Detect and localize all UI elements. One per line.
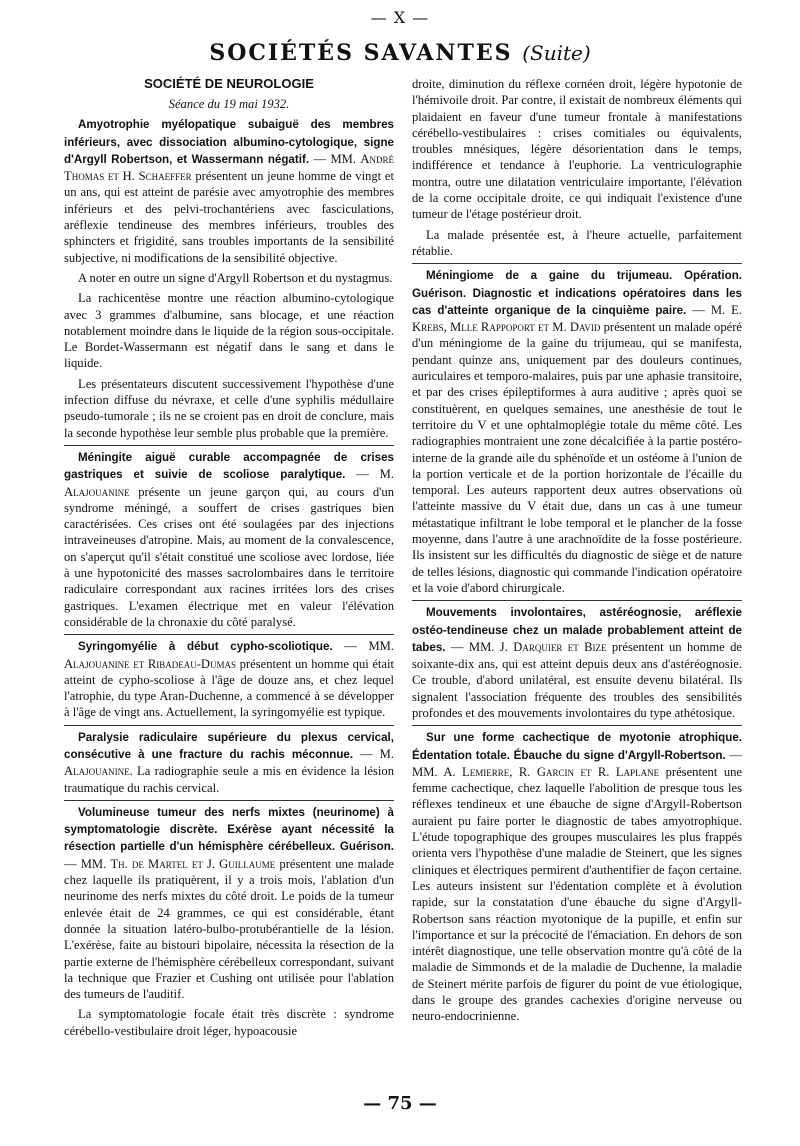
section-banner xyxy=(0,40,800,66)
divider xyxy=(64,445,394,446)
article-heading: Méningite aiguë curable accompagnée de crises gastriques et suivie de scoliose paralytique. xyxy=(64,450,394,482)
article-heading: Mouvements involontaires, astéréognosie, aréflexie ostéo-tendineuse chez un malade probablement atteint de tabes. xyxy=(412,606,742,654)
society-name: SOCIÉTÉ DE NEUROLOGIE xyxy=(144,76,314,91)
article-paragraph xyxy=(64,729,394,796)
article-body: présentent un homme qui était atteint de cypho-scoliose à l'âge de douze ans, et chez lequel l'atrophie, du type Aran-Duchenne, a commencé à se développer à l'âge de vingt ans. Actuellement, la syringomyélie est typique. xyxy=(64,656,394,720)
article-authors: André Thomas et H. Schaeffer xyxy=(64,151,394,184)
article-authors: Lemierre, R. Garcin et R. Laplane xyxy=(462,764,660,779)
divider xyxy=(64,800,394,801)
article-heading: Paralysie radiculaire supérieure du plexus cervical, consécutive à une fracture du rachis méconnue. xyxy=(64,730,394,761)
byline-prefix: — M. E. xyxy=(686,302,742,317)
article-paragraph xyxy=(64,116,394,266)
article-authors: Alajouanine xyxy=(64,764,130,779)
divider xyxy=(412,725,742,726)
byline-prefix: — MM. xyxy=(309,151,361,166)
byline-prefix: — MM. J. xyxy=(445,639,514,654)
article-syringomyelie xyxy=(64,638,394,720)
page-number: — 75 — xyxy=(363,1093,437,1114)
article-body: présentent une malade chez laquelle ils pratiquèrent, il y a trois mois, l'ablation d'un neurinome des nerfs mixtes du côté droit. Le poids de la tumeur enlevée était de 24 grammes, ce qui est considérable, étant donnée la situation latéro-bulbo-protubérantielle de la lésion. L'exérèse, faite au bistouri bipolaire, nécessita la résection de la partie externe de l'hémisphère cérébelleux correspondant, suivant la technique que Frazier et Cushing ont utilisée pour l'ablation des tumeurs de l'auditif. xyxy=(64,856,395,1002)
article-heading: Méningiome de a gaine du trijumeau. Opération. Guérison. Diagnostic et indications opératoires dans les cas d'atteinte organique de la cinquième paire. xyxy=(412,269,742,317)
article-body: présente un jeune garçon qui, au cours d'un syndrome méningé, a souffert de crises gastriques bien caractérisées. Ces crises ont été soulagées par des injections intraveineuses d'atropine. Mais, au moment de la convalescence, on s'aperçut qu'il s'était constitué une scoliose avec lordose, liée à une hypotonicité des masses sacrolombaires dans le territoire radiculaire correspondant aux racines irritées lors des crises gastriques. L'examen électrique met en valeur l'élévation considérable de la chronaxie du côté paralysé. xyxy=(64,484,394,629)
article-meningiome xyxy=(412,267,742,596)
divider xyxy=(64,634,394,635)
byline-prefix: — MM. A. xyxy=(412,747,742,779)
body-paragraph: A noter en outre un signe d'Argyll Robertson et du nystagmus. xyxy=(78,270,393,285)
article-amyotrophie xyxy=(64,116,394,441)
body-paragraph: Les présentateurs discutent successivement l'hypothèse d'une infection diffuse du névraxe, et celle d'une syphilis médullaire pseudo-tumorale ; ils ne se croient pas en droit de conclure, mais la seconde hypothèse leur semble plus probable que la première. xyxy=(64,376,394,440)
article-heading: Syringomyélie à début cypho-scoliotique. xyxy=(78,640,333,654)
article-authors: Krebs, Mlle Rappoport et M. David xyxy=(412,320,601,335)
divider xyxy=(412,600,742,601)
divider xyxy=(64,725,394,726)
article-paragraph xyxy=(64,804,394,1003)
session-date: Séance du 19 mai 1932. xyxy=(168,97,290,111)
article-body: présentent un jeune homme de vingt et un ans, qui est atteint de parésie avec amyotrophie des membres inférieurs et des pelvi-trochantériens avec fasciculations, aréflexie tendineuse des membres inférieurs, troubles des sphincters et frigidité, sans troubles importants de la sensibilité subjective, ni modifications de la sensibilité objective. xyxy=(64,169,394,265)
roman-page-number: — X — xyxy=(370,8,430,27)
article-paragraph xyxy=(412,267,742,596)
byline-prefix: — M. xyxy=(353,746,394,761)
article-paragraph xyxy=(412,729,742,1024)
article-paralysie xyxy=(64,729,394,796)
right-column xyxy=(412,76,742,1029)
byline-prefix: — MM. xyxy=(64,856,111,871)
article-heading: Volumineuse tumeur des nerfs mixtes (neurinome) à symptomatologie discrète. Exérèse ayant nécessité la résection partielle d'un hémisphère cérébelleux. Guérison. xyxy=(64,805,394,854)
body-paragraph: La rachicentèse montre une réaction albumino-cytologique avec 3 grammes d'albumine, sans blocage, et une réaction notablement moindre dans le liquide de la région sous-occipitale. Le Bordet-Wassermann est négatif dans le sang et dans le liquide. xyxy=(64,291,394,371)
article-body: présentent une femme cachectique, chez laquelle l'abolition de presque tous les réflexes tendineux et une ébauche de signe d'Argyll-Robertson auraient pu faire porter le diagnostic de tabes amyotrophique. L'étude topographique des groupes musculaires les plus frappés orienta vers l'hypothèse d'une maladie de Steinert, que les signes cliniques et électriques permirent d'authentifier de façon certaine. Les auteurs insistent sur l'édentation complète et à évolution rapide, sur la constatation d'une ébauche du signe d'Argyll-Robertson sans réaction myotonique de la pupille, et enfin sur l'importance et sur la précocité de l'émaciation. En dehors de son intérêt diagnostique, une telle observation montre qu'à côté de la maladie de Simmonds et de la maladie de Duchenne, la maladie de Steinert mérite parfois de figurer du point de vue étiologique, dans le groupe des grandes cachexies d'origine nerveuse ou neuro-endocrinienne. xyxy=(412,764,743,1024)
byline-prefix: — MM. xyxy=(332,639,394,654)
divider xyxy=(412,263,742,264)
article-authors: Darquier et Bize xyxy=(513,639,607,654)
article-body: présentent un malade opéré d'un méningiome de la gaine du trijumeau, qui se manifesta, pendant quinze ans, uniquement par des douleurs continues, auriculaires et temporo-malaires, puis par une aphasie transitoire, et par des crises épileptiformes à aura auditive ; après quoi se constituèrent, en quelques semaines, une anesthésie de tout le territoire du V et une ophtalmoplégie totale du même côté. Les radiographies montraient une zone décalcifiée à la partie postéro-interne de la grande aile du sphénoïde et un ostéome à l'union de la portion verticale et de la portion horizontale de l'écaille du temporal. Les auteurs rapportent deux autres observations où l'atteinte massive du V était due, dans un cas à une tumeur métastatique infiltrant le lobe temporal et le plancher de la fosse moyenne, dans l'autre à une arachnoïdite de la fosse postérieure. Ils insistent sur les difficultés du diagnostic de siège et de nature de telles lésions, diagnostic qui commande l'indication opératoire et la voie d'abord chirurgicale. xyxy=(412,320,742,595)
article-myotonie xyxy=(412,729,742,1024)
left-column xyxy=(64,76,394,1043)
article-authors: Alajouanine et Ribadeau-Dumas xyxy=(64,656,237,671)
article-meningite xyxy=(64,449,394,630)
continuation-paragraph: droite, diminution du réflexe cornéen droit, légère hypotonie de l'hémivoile droit. Par contre, il existait de nombreux éléments qui plaidaient en faveur d'une tumeur frontale à manifestations cérébello-vestibulaires : crises comitiales ou équivalents, troubles mnésiques, légère désorientation dans le temps, indifférence et tendance à l'euphorie. La ventriculographie montra, outre une dilatation ventriculaire importante, l'élévation de la corne occipitale droite, ce qui indiquait l'existence d'une tumeur de l'étage postérieur droit. xyxy=(412,77,742,222)
article-body: . La radiographie seule a mis en évidence la lésion traumatique du rachis cervical. xyxy=(64,764,394,795)
body-paragraph: La symptomatologie focale était très discrète : syndrome cérébello-vestibulaire droit léger, hypoacousie xyxy=(64,1007,394,1038)
article-mouvements xyxy=(412,604,742,721)
banner-title: SOCIÉTÉS SAVANTES xyxy=(209,40,513,66)
article-heading: Sur une forme cachectique de myotonie atrophique. Édentation totale. Ébauche du signe d'Argyll-Robertson. xyxy=(412,731,742,762)
continuation-paragraph: La malade présentée est, à l'heure actuelle, parfaitement rétablie. xyxy=(412,227,742,258)
article-paragraph xyxy=(64,449,394,630)
article-paragraph xyxy=(64,638,394,720)
article-authors: Th. de Martel et J. Guillaume xyxy=(110,856,276,871)
article-heading: Amyotrophie myélopatique subaiguë des membres inférieurs, avec dissociation albumino-cytologique, signe d'Argyll Robertson, et Wassermann négatif. xyxy=(64,118,394,166)
banner-suffix: (Suite) xyxy=(522,41,591,65)
article-authors: Alajouanine xyxy=(64,484,130,499)
article-tumeur xyxy=(64,804,394,1039)
article-paragraph xyxy=(412,604,742,721)
article-body: présentent un homme de soixante-dix ans, qui est atteint depuis deux ans d'astéréognosie. Ce trouble, d'abord unilatéral, est ensuite devenu bilatéral. Ils signalent l'association fréquente des troubles des sensibilités profondes et des mouvements involontaires du type athétosique. xyxy=(412,639,743,720)
byline-prefix: — M. xyxy=(345,467,394,482)
